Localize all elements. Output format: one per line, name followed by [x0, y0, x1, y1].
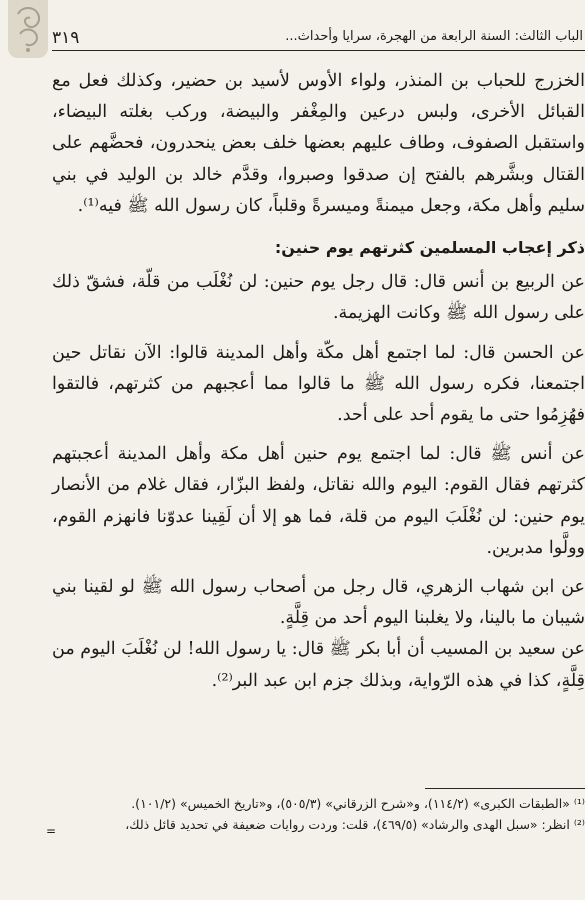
paragraph-3: عن الحسن قال: لما اجتمع أهل مكّة وأهل المدينة قالوا: الآن نقاتل حين اجتمعنا، فكره رسول الله ﷺ ما قالوا مما أعجبهم من كثرتهم، فالتقوا فهُزِمُوا حتى ما يقوم أحد على أحد.	[52, 342, 585, 426]
main-text	[52, 66, 585, 697]
page-number: ٣١٩	[52, 28, 80, 48]
ornament-icon	[8, 0, 48, 58]
continuation-mark: =	[46, 824, 57, 838]
running-title: الباب الثالث: السنة الرابعة من الهجرة، سرايا وأحداث...	[285, 29, 583, 44]
page-header	[52, 26, 585, 51]
footnote-divider	[425, 788, 585, 789]
paragraph-1: الخزرج للحباب بن المنذر، ولواء الأوس لأسيد بن حضير، وكذلك فعل مع القبائل الأخرى، ولبس درعين والمِغْفر والبيضة، وركب بغلته البيضاء، واستقبل الصفوف، وطاف عليهم بعضها خلف بعض ينحدرون، فحضَّهم على القتال وبشَّرهم بالفتح إن صدقوا وصبروا، وقدَّم خالد بن الوليد في بني سليم وأهل مكة، وجعل ميمنةً وميسرةً وقلباً، كان رسول الله ﷺ فيه⁽¹⁾.	[52, 71, 585, 216]
paragraph-4: عن أنس ﷺ قال: لما اجتمع يوم حنين أهل مكة وأهل المدينة أعجبتهم كثرتهم فقال القوم: اليوم والله نقاتل، ولفظ البزّار، فقال غلام من الأنصار يوم حنين: لن نُغْلَبَ اليوم من قلة، فما هو إلا أن لَقِينا عدوّنا فانهزم القوم، وولَّوا مدبرين.	[52, 444, 585, 558]
section-heading: ذكر إعجاب المسلمين كثرتهم يوم حنين:	[274, 238, 585, 258]
paragraph-2: عن الربيع بن أنس قال: قال رجل يوم حنين: لن نُغْلَب من قلّة، فشقّ ذلك على رسول الله ﷺ وكانت الهزيمة.	[52, 272, 585, 324]
footnotes	[52, 793, 585, 835]
footnote-2: ⁽²⁾ انظر: «سبل الهدى والرشاد» (٤٦٩/٥)، قلت: وردت روايات ضعيفة في تحديد قائل ذلك،	[125, 817, 585, 832]
paragraph-5: عن ابن شهاب الزهري، قال رجل من أصحاب رسول الله ﷺ لو لقينا بني شيبان ما بالينا، ولا يغلبنا اليوم أحد من قِلَّةٍ.	[52, 577, 585, 629]
footnote-1: ⁽¹⁾ «الطبقات الكبرى» (١١٤/٢)، و«شرح الزرقاني» (٥٠٥/٣)، و«تاريخ الخميس» (١٠١/٢).	[131, 796, 585, 811]
paragraph-6: عن سعيد بن المسيب أن أبا بكر ﷺ قال: يا رسول الله! لن نُغْلَبَ اليوم من قِلَّةٍ، كذا في هذه الرّواية، وبذلك جزم ابن عبد البر⁽²⁾.	[52, 639, 585, 691]
